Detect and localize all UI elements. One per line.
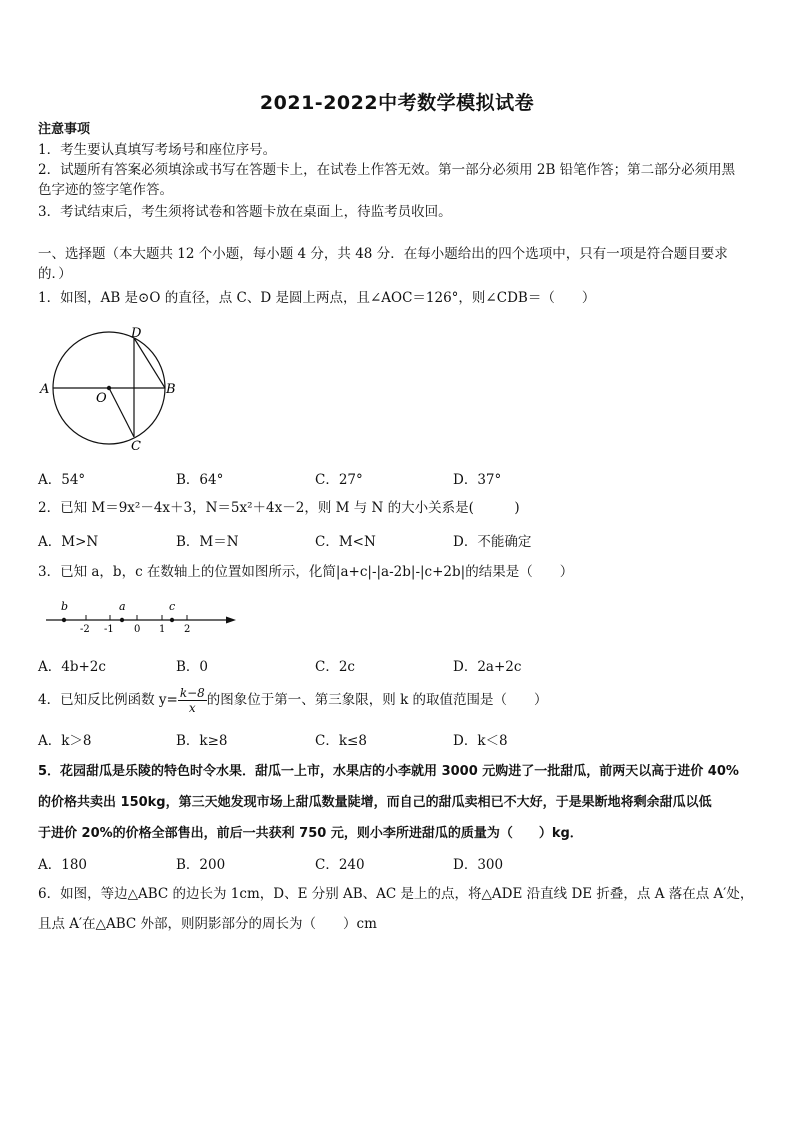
notice-heading: 注意事项 xyxy=(38,122,91,137)
q3-option-b: B．0 xyxy=(176,659,209,675)
label-o: O xyxy=(96,391,107,406)
label-c: C xyxy=(131,439,141,454)
point-a-label: a xyxy=(119,600,126,613)
notice-item: 3．考试结束后，考生须将试卷和答题卡放在桌面上，待监考员收回。 xyxy=(38,204,452,220)
question-6-line: 且点 A′在△ABC 外部，则阴影部分的周长为（ ）cm xyxy=(38,916,377,932)
tick-label: -2 xyxy=(80,624,90,634)
question-1-stem: 1．如图，AB 是⊙O 的直径，点 C、D 是圆上两点，且∠AOC＝126°，则∠CDB＝（ ） xyxy=(38,290,596,306)
label-b: B xyxy=(166,382,176,397)
notice-item: 1．考生要认真填写考场号和座位序号。 xyxy=(38,142,277,158)
fraction-denominator: x xyxy=(188,701,196,715)
label-d: D xyxy=(131,326,142,341)
q4-option-c: C．k≤8 xyxy=(315,733,367,749)
notice-item: 色字迹的签字笔作答。 xyxy=(38,182,173,198)
q3-option-c: C．2c xyxy=(315,659,355,675)
q5-option-b: B．200 xyxy=(176,857,226,873)
section-heading-cont: 的．） xyxy=(38,266,72,282)
point-c-label: c xyxy=(169,600,176,613)
circle-diagram xyxy=(36,324,186,454)
question-3-stem: 3．已知 a，b，c 在数轴上的位置如图所示，化简|a+c|-|a-2b|-|c+2b|的结果是（ ） xyxy=(38,564,574,580)
q5-option-a: A．180 xyxy=(38,857,88,873)
q1-option-d: D．37° xyxy=(453,472,502,488)
notice-item: 2．试题所有答案必须填涂或书写在答题卡上，在试卷上作答无效。第一部分必须用 2B 铅笔作答；第二部分必须用黑 xyxy=(38,162,736,178)
q1-option-b: B．64° xyxy=(176,472,224,488)
question-5-line: 5．花园甜瓜是乐陵的特色时令水果．甜瓜一上市，水果店的小李就用 3000 元购进了一批甜瓜，前两天以高于进价 40% xyxy=(38,764,739,779)
q5-option-c: C．240 xyxy=(315,857,365,873)
q4-option-b: B．k≥8 xyxy=(176,733,228,749)
question-4-stem xyxy=(38,682,548,718)
q4-stem-before: 4．已知反比例函数 y= xyxy=(38,692,178,708)
tick-label: 1 xyxy=(159,624,166,634)
q1-option-a: A．54° xyxy=(38,472,86,488)
fraction xyxy=(178,686,207,715)
q2-option-a: A．M>N xyxy=(38,534,99,550)
q3-option-a: A．4b+2c xyxy=(38,659,106,675)
question-5-line: 于进价 20%的价格全部售出，前后一共获利 750 元，则小李所进甜瓜的质量为（ ）kg． xyxy=(38,826,583,841)
tick-label: -1 xyxy=(104,624,114,634)
tick-label: 2 xyxy=(184,624,191,634)
page-title: 2021-2022中考数学模拟试卷 xyxy=(259,92,535,114)
q5-option-d: D．300 xyxy=(453,857,504,873)
question-6-line: 6．如图，等边△ABC 的边长为 1cm，D、E 分别 AB、AC 是上的点，将△ADE 沿直线 DE 折叠，点 A 落在点 A′处， xyxy=(38,886,754,902)
section-heading: 一、选择题（本大题共 12 个小题，每小题 4 分，共 48 分．在每小题给出的四个选项中，只有一项是符合题目要求 xyxy=(38,246,728,262)
fraction-numerator: k−8 xyxy=(179,686,205,700)
q3-option-d: D．2a+2c xyxy=(453,659,522,675)
question-2-stem: 2．已知 M＝9x²－4x＋3，N＝5x²＋4x－2，则 M 与 N 的大小关系是( ) xyxy=(38,500,520,516)
q4-option-a: A．k＞8 xyxy=(38,733,92,749)
point-b-label: b xyxy=(61,600,69,613)
q4-stem-after: 的图象位于第一、第三象限，则 k 的取值范围是（ ） xyxy=(206,692,548,708)
q1-option-c: C．27° xyxy=(315,472,363,488)
q2-option-b: B．M＝N xyxy=(176,534,239,550)
q2-option-d: D．不能确定 xyxy=(453,534,532,550)
label-a: A xyxy=(40,382,50,397)
q2-option-c: C．M<N xyxy=(315,534,376,550)
q4-option-d: D．k＜8 xyxy=(453,733,508,749)
question-5-line: 的价格共卖出 150kg，第三天她发现市场上甜瓜数量陡增，而自己的甜瓜卖相已不大好，于是果断地将剩余甜瓜以低 xyxy=(38,795,712,810)
number-line xyxy=(40,598,240,634)
tick-label: 0 xyxy=(134,624,141,634)
